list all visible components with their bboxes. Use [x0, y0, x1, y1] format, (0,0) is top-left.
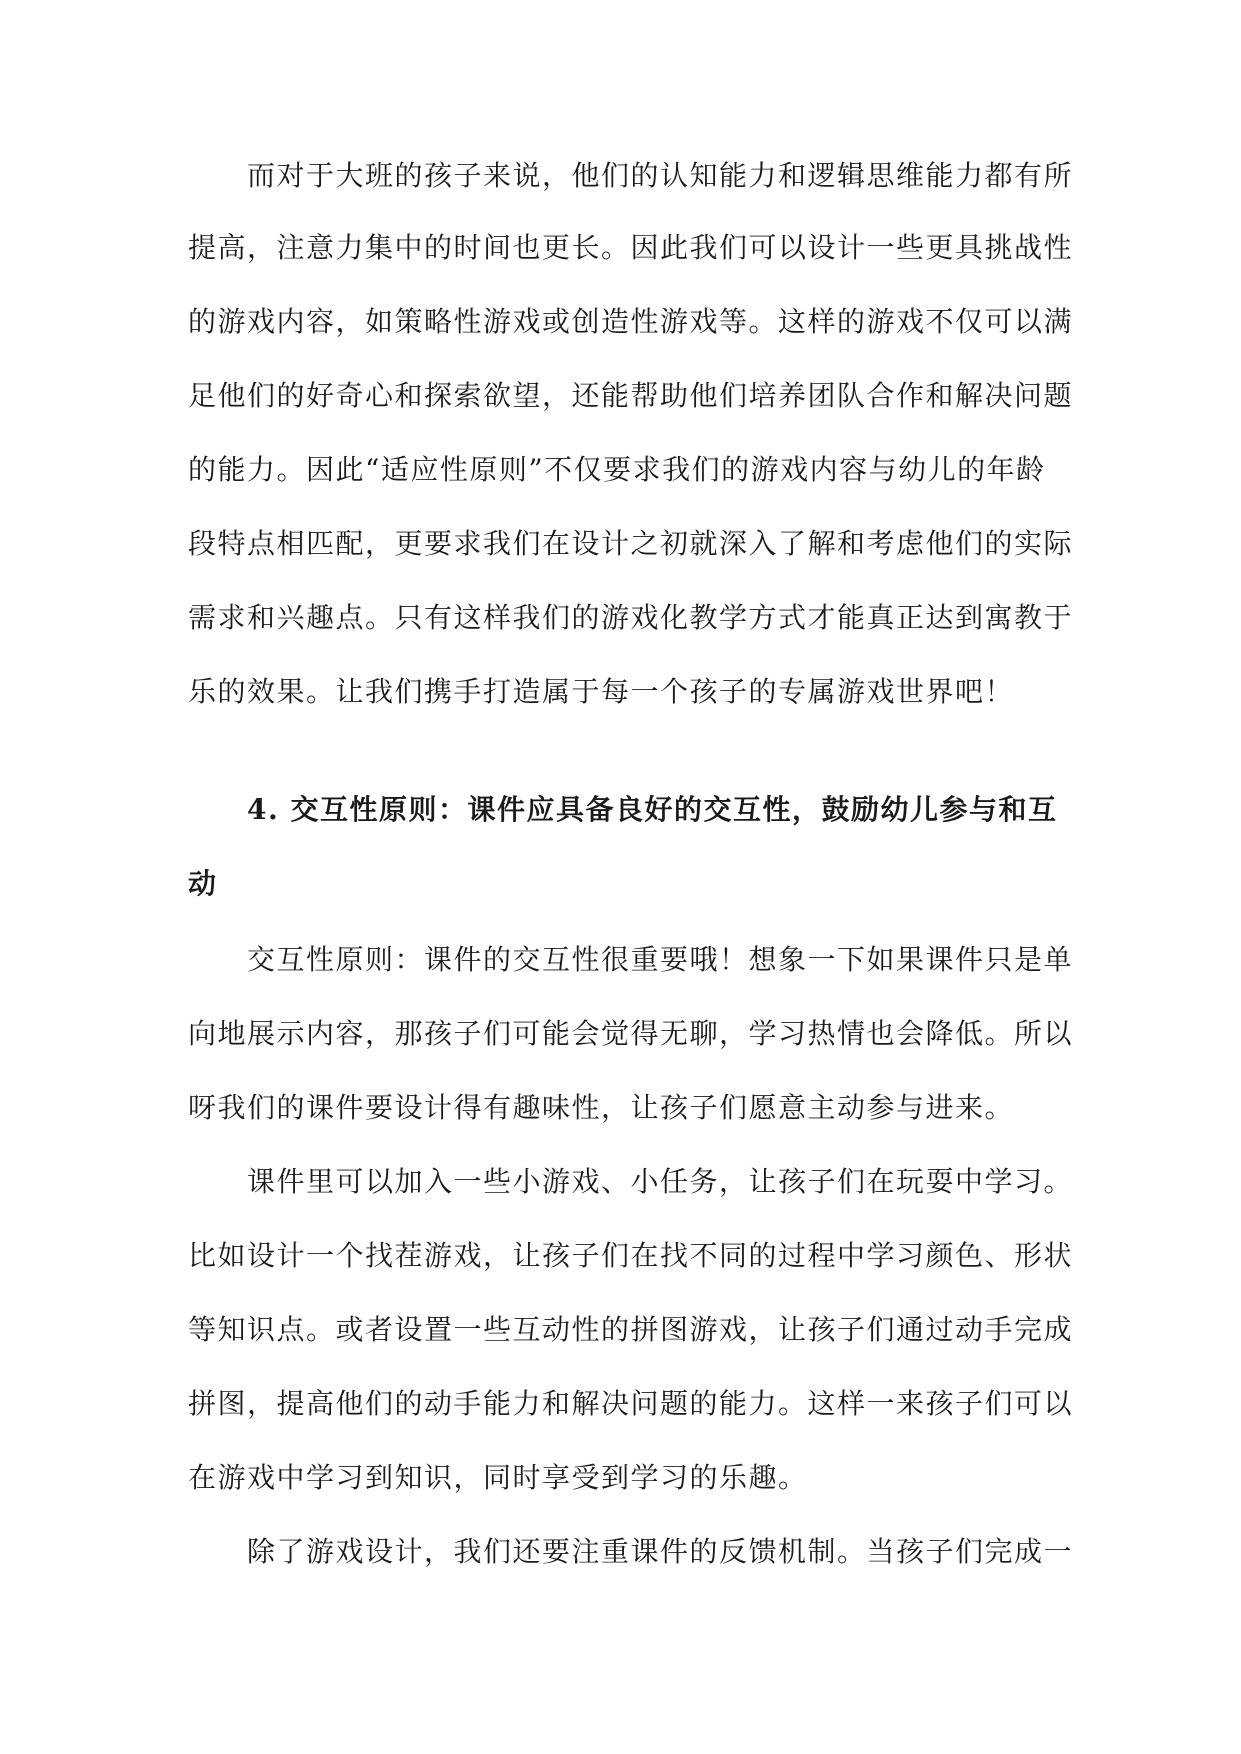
paragraph-line: 等知识点。或者设置一些互动性的拼图游戏，让孩子们通过动手完成 [188, 1313, 1074, 1346]
section-heading-continuation: 动 [188, 867, 218, 900]
paragraph-line: 除了游戏设计，我们还要注重课件的反馈机制。当孩子们完成一 [247, 1535, 1074, 1568]
section-heading: 4. 交互性原则：课件应具备良好的交互性，鼓励幼儿参与和互 [247, 793, 1058, 826]
paragraph-line: 段特点相匹配，更要求我们在设计之初就深入了解和考虑他们的实际 [188, 527, 1074, 560]
paragraph-line: 比如设计一个找茬游戏，让孩子们在找不同的过程中学习颜色、形状 [188, 1239, 1074, 1272]
paragraph-line: 的能力。因此“适应性原则”不仅要求我们的游戏内容与幼儿的年龄 [188, 453, 1046, 486]
paragraph-line: 的游戏内容，如策略性游戏或创造性游戏等。这样的游戏不仅可以满 [188, 305, 1074, 338]
paragraph-line: 拼图，提高他们的动手能力和解决问题的能力。这样一来孩子们可以 [188, 1387, 1074, 1420]
paragraph-line: 足他们的好奇心和探索欲望，还能帮助他们培养团队合作和解决问题 [188, 379, 1074, 412]
paragraph-line: 在游戏中学习到知识，同时享受到学习的乐趣。 [188, 1461, 808, 1494]
paragraph-line: 提高，注意力集中的时间也更长。因此我们可以设计一些更具挑战性 [188, 231, 1074, 264]
paragraph-line: 交互性原则：课件的交互性很重要哦！想象一下如果课件只是单 [247, 943, 1074, 976]
paragraph-line: 课件里可以加入一些小游戏、小任务，让孩子们在玩耍中学习。 [247, 1165, 1074, 1198]
paragraph-line: 乐的效果。让我们携手打造属于每一个孩子的专属游戏世界吧！ [188, 675, 1015, 708]
paragraph-line: 呀我们的课件要设计得有趣味性，让孩子们愿意主动参与进来。 [188, 1091, 1015, 1124]
paragraph-line: 向地展示内容，那孩子们可能会觉得无聊，学习热情也会降低。所以 [188, 1017, 1074, 1050]
paragraph-line: 需求和兴趣点。只有这样我们的游戏化教学方式才能真正达到寓教于 [188, 601, 1074, 634]
paragraph-line: 而对于大班的孩子来说，他们的认知能力和逻辑思维能力都有所 [247, 159, 1074, 192]
